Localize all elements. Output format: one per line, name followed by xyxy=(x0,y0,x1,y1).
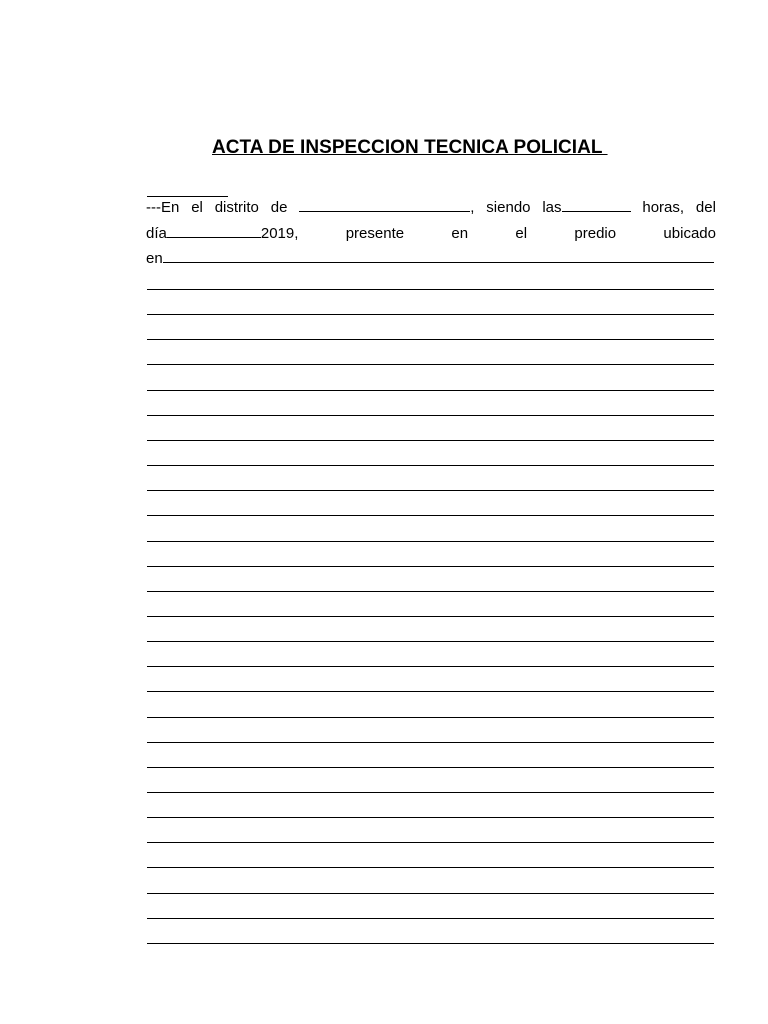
short-blank-line xyxy=(147,196,228,197)
blank-writing-line[interactable] xyxy=(147,943,714,944)
blank-writing-line[interactable] xyxy=(147,541,714,542)
text-word: del xyxy=(695,199,716,216)
blank-writing-line[interactable] xyxy=(147,616,714,617)
district-field xyxy=(299,198,474,217)
blank-writing-line[interactable] xyxy=(147,591,714,592)
blank-writing-line[interactable] xyxy=(147,842,714,843)
blank-writing-line[interactable] xyxy=(147,767,714,768)
text-word: en xyxy=(146,250,163,267)
text-word: , xyxy=(470,199,475,216)
text-word: el xyxy=(191,199,203,216)
text-word: ubicado xyxy=(663,225,716,242)
date-field xyxy=(146,224,298,243)
text-word: 2019, xyxy=(260,225,299,242)
blank-writing-line[interactable] xyxy=(147,364,714,365)
text-word: siendo xyxy=(486,199,531,216)
paragraph-line-1 xyxy=(146,198,716,217)
location-blank[interactable] xyxy=(163,249,714,263)
text-word: de xyxy=(270,199,288,216)
text-word: predio xyxy=(574,225,617,242)
hours-field xyxy=(542,198,630,217)
blank-writing-line[interactable] xyxy=(147,566,714,567)
blank-writing-line[interactable] xyxy=(147,691,714,692)
text-word: el xyxy=(515,225,528,242)
text-word: distrito xyxy=(214,199,259,216)
district-blank[interactable] xyxy=(299,198,470,212)
blank-writing-line[interactable] xyxy=(147,490,714,491)
text-word: las xyxy=(542,199,562,216)
blank-writing-line[interactable] xyxy=(147,918,714,919)
blank-writing-line[interactable] xyxy=(147,817,714,818)
blank-writing-line[interactable] xyxy=(147,465,714,466)
blank-writing-line[interactable] xyxy=(147,792,714,793)
blank-writing-line[interactable] xyxy=(147,742,714,743)
blank-writing-line[interactable] xyxy=(147,717,714,718)
blank-writing-line[interactable] xyxy=(147,390,714,391)
blank-writing-line[interactable] xyxy=(147,314,714,315)
text-word: ---En xyxy=(146,199,180,216)
text-word: día xyxy=(146,225,167,242)
blank-writing-line[interactable] xyxy=(147,415,714,416)
text-word: horas, xyxy=(642,199,685,216)
paragraph-line-2 xyxy=(146,224,716,243)
blank-writing-line[interactable] xyxy=(147,893,714,894)
paragraph-line-3 xyxy=(146,249,716,268)
blank-writing-line[interactable] xyxy=(147,339,714,340)
blank-writing-line[interactable] xyxy=(147,289,714,290)
text-word: presente xyxy=(345,225,405,242)
document-title: ACTA DE INSPECCION TECNICA POLICIAL xyxy=(212,137,608,158)
blank-writing-line[interactable] xyxy=(147,515,714,516)
blank-writing-line[interactable] xyxy=(147,867,714,868)
hours-blank[interactable] xyxy=(562,198,631,212)
day-blank[interactable] xyxy=(167,224,261,238)
blank-writing-line[interactable] xyxy=(147,641,714,642)
blank-writing-line[interactable] xyxy=(147,666,714,667)
blank-writing-line[interactable] xyxy=(147,440,714,441)
text-word: en xyxy=(451,225,469,242)
